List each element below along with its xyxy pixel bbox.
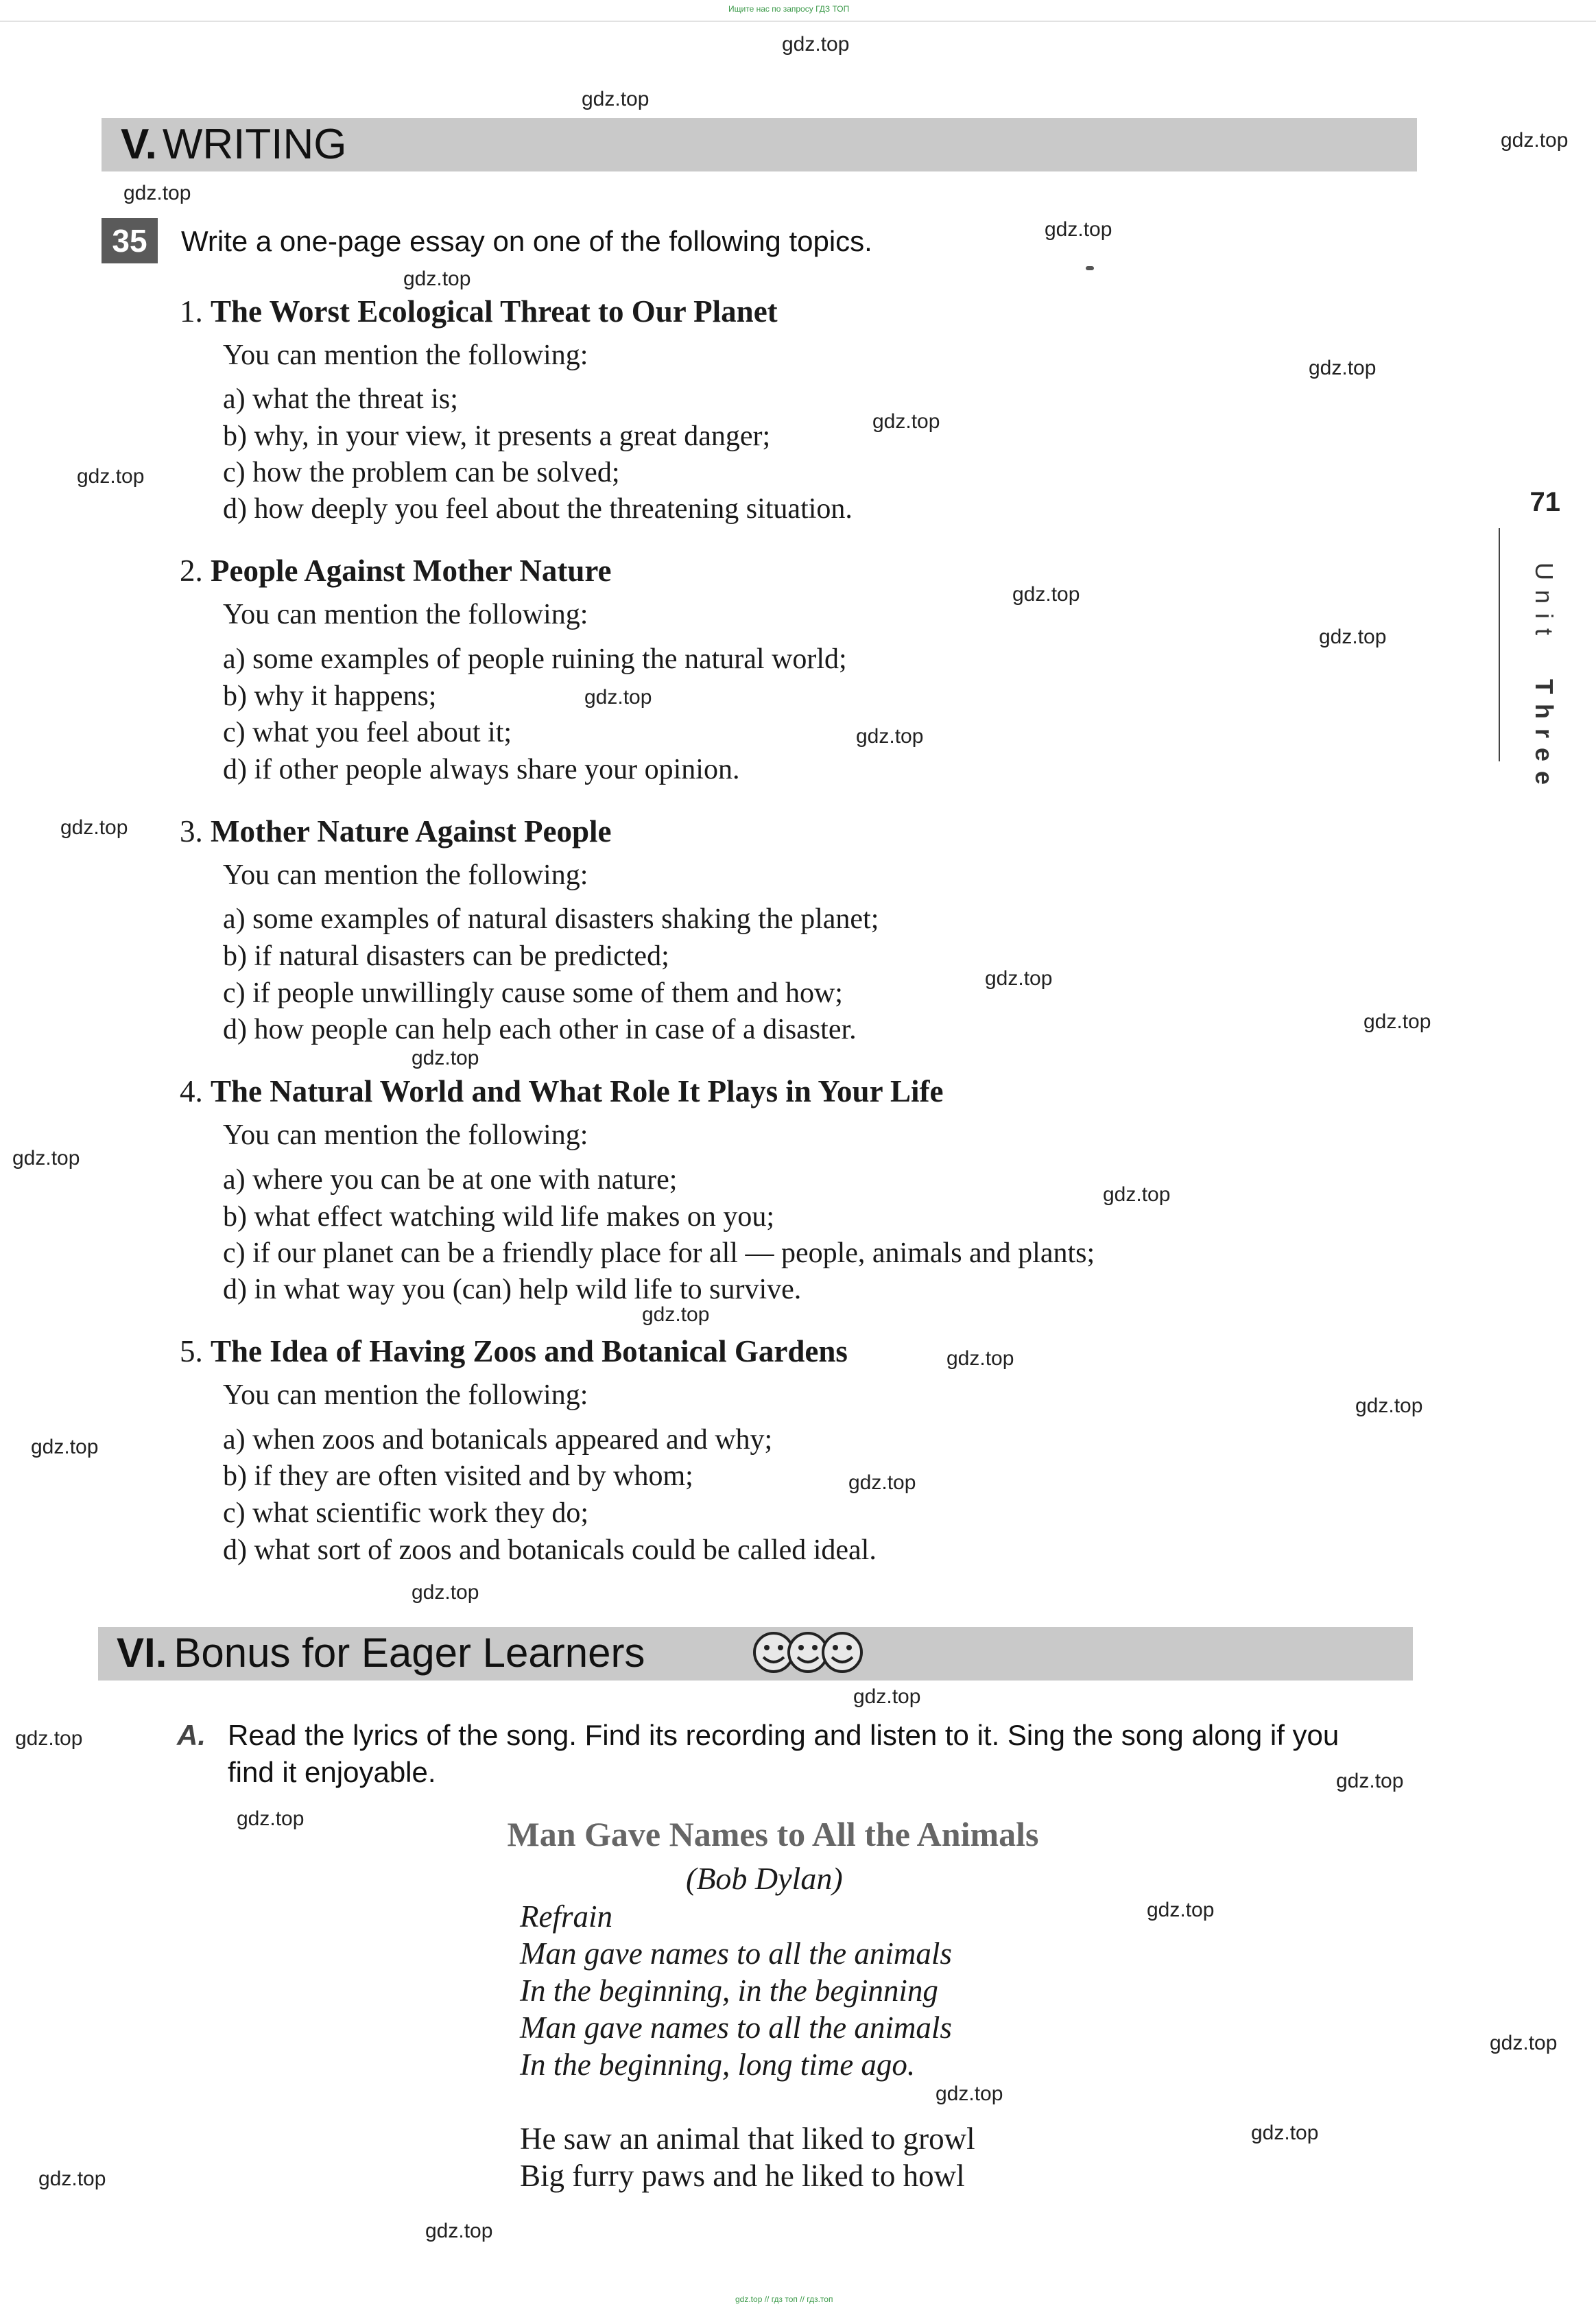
topic-intro: You can mention the following:	[223, 340, 588, 371]
section-writing-title: V. WRITING	[121, 121, 347, 168]
watermark: gdz.top	[425, 2220, 493, 2242]
watermark: gdz.top	[936, 2082, 1003, 2105]
unit-label	[1531, 562, 1558, 794]
topic-point: c) how the problem can be solved;	[223, 457, 620, 488]
refrain-line: In the beginning, long time ago.	[520, 2047, 916, 2082]
watermark: gdz.top	[77, 465, 145, 488]
refrain-line: Man gave names to all the animals	[520, 2010, 952, 2045]
top-notice: Ищите нас по запросу ГДЗ ТОП	[728, 4, 850, 14]
song-author: (Bob Dylan)	[686, 1861, 843, 1896]
verse-line: Big furry paws and he liked to howl	[520, 2159, 965, 2193]
smiley-faces-icon	[750, 1628, 866, 1676]
exercise-instruction: Write a one-page essay on one of the following topics.	[181, 225, 872, 257]
topic-point: a) some examples of people ruining the natural world;	[223, 643, 847, 675]
topic-intro: You can mention the following:	[223, 1119, 588, 1151]
watermark: gdz.top	[60, 816, 128, 839]
topic-point: c) what you feel about it;	[223, 717, 512, 748]
watermark: gdz.top	[412, 1581, 479, 1604]
topic-title: 2. People Against Mother Nature	[180, 554, 612, 588]
watermark: gdz.top	[412, 1047, 479, 1069]
watermark: gdz.top	[1363, 1010, 1431, 1033]
topic-point: d) how deeply you feel about the threatening situation.	[223, 493, 853, 525]
top-divider	[0, 21, 1596, 22]
watermark: gdz.top	[782, 33, 850, 56]
watermark: gdz.top	[1490, 2032, 1558, 2054]
topic-point: d) how people can help each other in case of a disaster.	[223, 1014, 857, 1045]
watermark: gdz.top	[1309, 357, 1377, 379]
topic-point: a) when zoos and botanicals appeared and why;	[223, 1424, 773, 1456]
watermark: gdz.top	[985, 967, 1053, 990]
watermark: gdz.top	[872, 410, 940, 433]
refrain-label: Refrain	[520, 1899, 612, 1934]
topic-intro: You can mention the following:	[223, 599, 588, 630]
topic-point: c) if people unwillingly cause some of them and how;	[223, 977, 843, 1009]
unit-divider	[1499, 528, 1500, 761]
watermark: gdz.top	[1012, 583, 1080, 606]
topic-intro: You can mention the following:	[223, 1379, 588, 1411]
watermark: gdz.top	[237, 1807, 305, 1830]
topic-title: 5. The Idea of Having Zoos and Botanical Gardens	[180, 1334, 848, 1368]
topic-point: c) what scientific work they do;	[223, 1497, 588, 1529]
unit-word: Unit	[1530, 562, 1558, 645]
topic-point: a) what the threat is;	[223, 383, 458, 415]
topic-point: c) if our planet can be a friendly place for all — people, animals and plants;	[223, 1237, 1095, 1269]
watermark: gdz.top	[1147, 1899, 1215, 1921]
watermark: gdz.top	[123, 182, 191, 204]
watermark: gdz.top	[1355, 1394, 1423, 1417]
topic-point: b) if natural disasters can be predicted;	[223, 940, 669, 972]
task-text-line-2: find it enjoyable.	[228, 1756, 436, 1788]
topic-point: b) why it happens;	[223, 680, 437, 712]
watermark: gdz.top	[1103, 1183, 1171, 1206]
watermark: gdz.top	[38, 2168, 106, 2190]
watermark: gdz.top	[31, 1436, 99, 1458]
watermark: gdz.top	[856, 725, 924, 748]
topic-point: d) if other people always share your opinion.	[223, 754, 740, 785]
watermark: gdz.top	[642, 1303, 710, 1326]
watermark: gdz.top	[12, 1147, 80, 1170]
topic-title: 4. The Natural World and What Role It Plays in Your Life	[180, 1074, 944, 1108]
section-bonus-title: VI. Bonus for Eager Learners	[117, 1630, 645, 1676]
topic-title: 3. Mother Nature Against People	[180, 814, 612, 848]
watermark: gdz.top	[946, 1347, 1014, 1370]
watermark: gdz.top	[1319, 626, 1387, 648]
watermark: gdz.top	[853, 1685, 921, 1708]
topic-point: b) what effect watching wild life makes on you;	[223, 1201, 774, 1233]
song-title: Man Gave Names to All the Animals	[507, 1815, 1039, 1853]
watermark: gdz.top	[848, 1471, 916, 1494]
task-text-line-1: Read the lyrics of the song. Find its recording and listen to it. Sing the song along if you	[228, 1719, 1339, 1751]
watermark: gdz.top	[1045, 218, 1112, 241]
topic-point: d) in what way you (can) help wild life to survive.	[223, 1274, 802, 1305]
watermark: gdz.top	[1251, 2122, 1319, 2144]
exercise-number: 35	[102, 218, 158, 263]
page-number: 71	[1529, 487, 1560, 517]
topic-point: d) what sort of zoos and botanicals could be called ideal.	[223, 1534, 877, 1566]
topic-point: b) why, in your view, it presents a great danger;	[223, 420, 771, 452]
watermark: gdz.top	[582, 88, 650, 110]
watermark: gdz.top	[15, 1727, 83, 1750]
refrain-line: In the beginning, in the beginning	[520, 1973, 938, 2008]
refrain-line: Man gave names to all the animals	[520, 1936, 952, 1971]
footer-notice: gdz.top // гдз топ // гдз.топ	[735, 2294, 833, 2304]
task-letter: A.	[177, 1719, 206, 1751]
watermark: gdz.top	[1336, 1770, 1404, 1792]
watermark: gdz.top	[584, 686, 652, 709]
topic-point: a) where you can be at one with nature;	[223, 1164, 678, 1196]
unit-name: Three	[1530, 679, 1558, 795]
watermark: gdz.top	[1501, 129, 1569, 152]
verse-line: He saw an animal that liked to growl	[520, 2122, 975, 2156]
watermark: gdz.top	[403, 268, 471, 290]
topic-point: b) if they are often visited and by whom;	[223, 1460, 693, 1492]
topic-intro: You can mention the following:	[223, 859, 588, 891]
topic-title: 1. The Worst Ecological Threat to Our Planet	[180, 294, 778, 329]
ink-speck	[1086, 266, 1094, 270]
topic-point: a) some examples of natural disasters shaking the planet;	[223, 903, 879, 935]
